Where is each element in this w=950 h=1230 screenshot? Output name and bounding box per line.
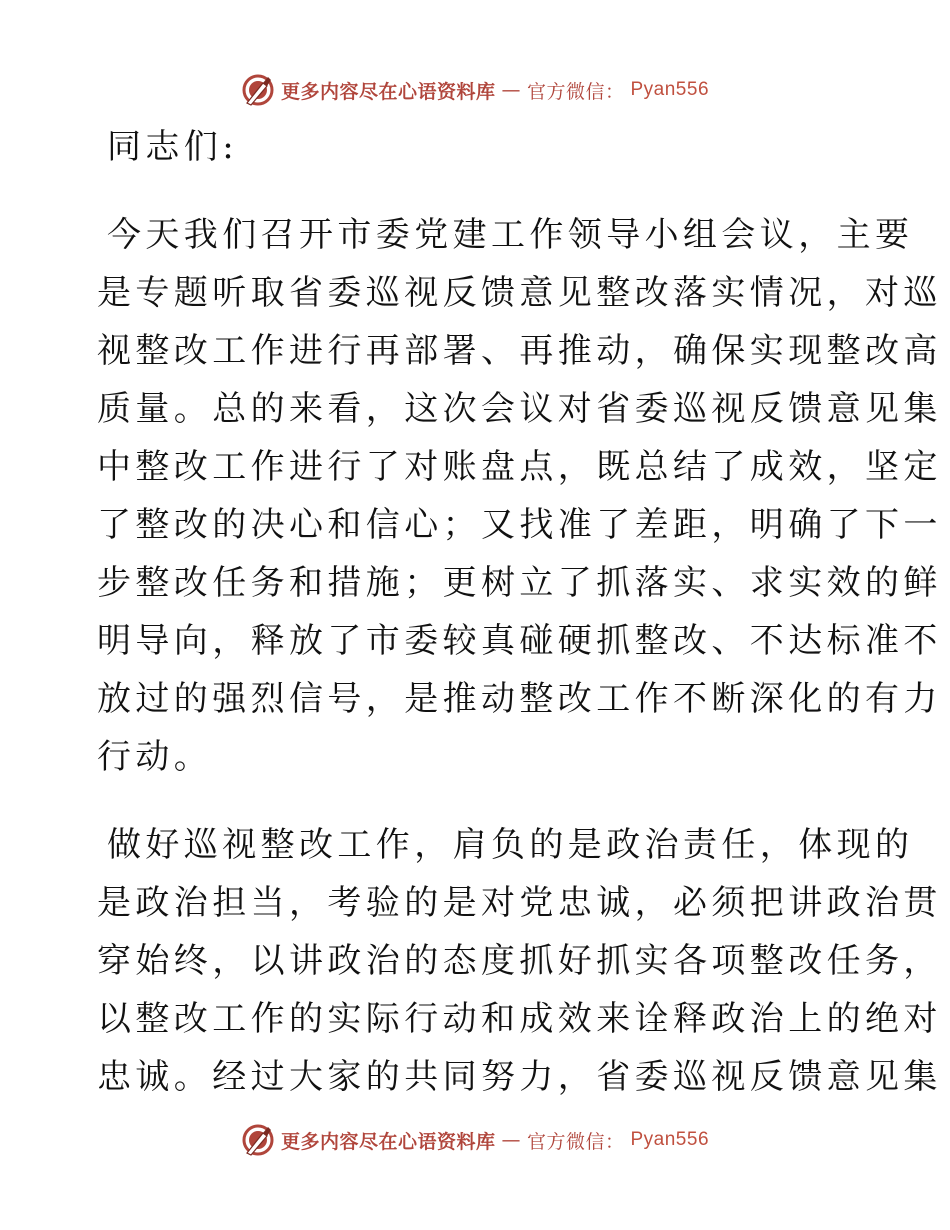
header-banner bbox=[0, 70, 950, 110]
text-line: 穿始终，以讲政治的态度抓好抓实各项整改任务， bbox=[97, 941, 942, 981]
text-line: 中整改工作进行了对账盘点，既总结了成效，坚定 bbox=[97, 447, 942, 487]
text-line: 视整改工作进行再部署、再推动，确保实现整改高 bbox=[97, 331, 942, 371]
banner-main-text: 更多内容尽在心语资料库 bbox=[280, 80, 496, 103]
text-line: 以整改工作的实际行动和成效来诠释政治上的绝对 bbox=[97, 999, 942, 1039]
banner-wechat-id: Pyan556 bbox=[630, 1129, 710, 1150]
text-line: 是专题听取省委巡视反馈意见整改落实情况，对巡 bbox=[97, 273, 942, 313]
document-body bbox=[97, 118, 942, 1106]
text-line: 放过的强烈信号，是推动整改工作不断深化的有力 bbox=[97, 679, 942, 719]
text-line: 是政治担当，考验的是对党忠诚，必须把讲政治贯 bbox=[97, 883, 942, 923]
banner-wechat-id: Pyan556 bbox=[630, 79, 710, 100]
banner-wechat-label: 官方微信： bbox=[526, 1130, 625, 1153]
text-line: 明导向，释放了市委较真碰硬抓整改、不达标准不 bbox=[97, 621, 942, 661]
pen-logo-icon bbox=[241, 73, 275, 107]
banner-main-text: 更多内容尽在心语资料库 bbox=[280, 1130, 496, 1153]
pen-logo-icon bbox=[241, 1123, 275, 1157]
banner-dash: — bbox=[501, 79, 521, 101]
text-line: 质量。总的来看，这次会议对省委巡视反馈意见集 bbox=[97, 389, 942, 429]
text-line: 步整改任务和措施；更树立了抓落实、求实效的鲜 bbox=[97, 563, 942, 603]
text-line: 今天我们召开市委党建工作领导小组会议，主要 bbox=[107, 215, 914, 255]
text-line: 行动。 bbox=[97, 737, 213, 777]
paragraph-2 bbox=[97, 816, 942, 1106]
banner-dash: — bbox=[501, 1129, 521, 1151]
text-line: 忠诚。经过大家的共同努力，省委巡视反馈意见集 bbox=[97, 1057, 942, 1097]
text-line: 了整改的决心和信心；又找准了差距，明确了下一 bbox=[97, 505, 942, 545]
salutation: 同志们: bbox=[107, 127, 239, 167]
text-line: 做好巡视整改工作，肩负的是政治责任，体现的 bbox=[107, 825, 914, 865]
banner-wechat-label: 官方微信： bbox=[526, 80, 625, 103]
paragraph-1 bbox=[97, 206, 942, 786]
footer-banner bbox=[0, 1120, 950, 1160]
